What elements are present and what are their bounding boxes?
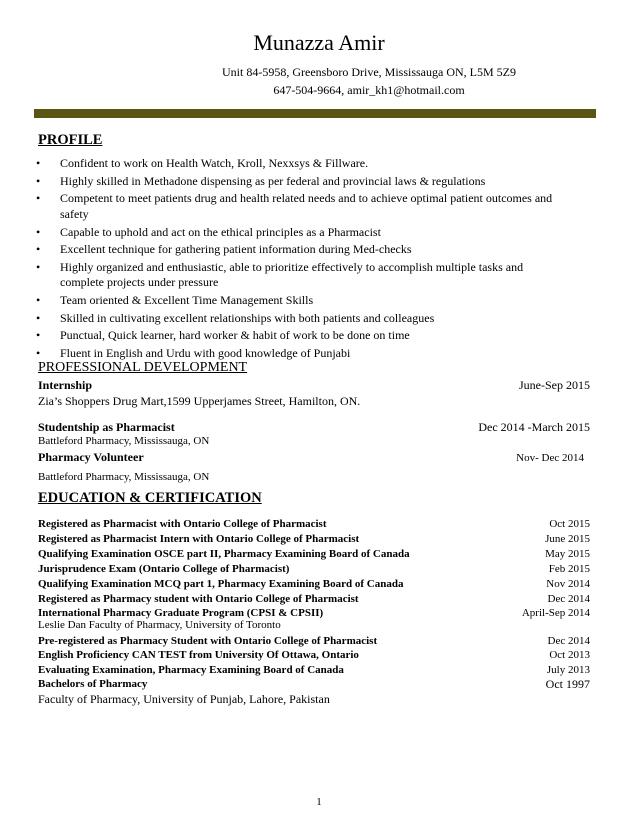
education-row: Registered as Pharmacist with Ontario College of Pharmacist [38,518,327,530]
education-row: Registered as Pharmacy student with Ontario College of Pharmacist [38,593,359,605]
education-date: Dec 2014 [547,635,590,647]
volunteer-place: Battleford Pharmacy, Mississauga, ON [38,471,210,483]
bachelors-place: Faculty of Pharmacy, University of Punjab, Lahore, Pakistan [38,692,330,706]
education-date: June 2015 [545,533,590,545]
list-item: • Team oriented & Excellent Time Management Skills [36,293,596,308]
education-row: Qualifying Examination MCQ part 1, Pharmacy Examining Board of Canada [38,578,404,590]
list-item: • Highly organized and enthusiastic, able to prioritize effectively to accomplish multiple tasks and complete projects under pressure [36,260,570,291]
education-row: Registered as Pharmacist Intern with Ontario College of Pharmacist [38,533,360,545]
education-row: Qualifying Examination OSCE part II, Pharmacy Examining Board of Canada [38,548,410,560]
education-date: Nov 2014 [546,578,590,590]
education-row: Pre-registered as Pharmacy Student with Ontario College of Pharmacist [38,635,378,647]
education-row: Evaluating Examination, Pharmacy Examining Board of Canada [38,664,344,676]
education-date: July 2013 [546,664,590,676]
volunteer-date: Nov- Dec 2014 [516,452,584,464]
list-item: • Capable to uphold and act on the ethical principles as a Pharmacist [36,225,596,240]
education-heading: EDUCATION & CERTIFICATION [38,490,262,506]
education-date: Dec 2014 [547,593,590,605]
toronto-line: Leslie Dan Faculty of Pharmacy, University of Toronto [38,619,281,631]
education-row: Jurisprudence Exam (Ontario College of Pharmacist) [38,563,290,575]
internship-title: Internship [38,378,93,392]
list-item: • Confident to work on Health Watch, Kroll, Nexxsys & Fillware. [36,156,596,171]
list-item: • Skilled in cultivating excellent relationships with both patients and colleagues [36,311,596,326]
list-item: • Competent to meet patients drug and health related needs and to achieve optimal patient outcomes and safety [36,191,570,222]
candidate-name: Munazza Amir [253,30,385,55]
profile-heading: PROFILE [38,132,103,148]
education-date: April-Sep 2014 [521,607,590,619]
header-divider [34,109,596,118]
list-item: • Excellent technique for gathering patient information during Med-checks [36,242,596,257]
bachelors-title: Bachelors of Pharmacy [38,678,148,690]
bachelors-date: Oct 1997 [545,677,590,691]
studentship-place: Battleford Pharmacy, Mississauga, ON [38,435,210,447]
address-line: Unit 84-5958, Greensboro Drive, Mississauga ON, L5M 5Z9 [222,65,516,79]
studentship-date: Dec 2014 -March 2015 [478,420,590,434]
education-row: International Pharmacy Graduate Program (CPSI & CPSII) [38,607,324,619]
volunteer-title: Pharmacy Volunteer [38,450,144,464]
internship-place: Zia’s Shoppers Drug Mart,1599 Upperjames Street, Hamilton, ON. [38,394,361,408]
education-date: May 2015 [545,548,590,560]
phone-email-line: 647-504-9664, amir_kh1@hotmail.com [273,83,465,97]
profile-list [36,156,596,364]
list-item: • Highly skilled in Methadone dispensing as per federal and provincial laws & regulations [36,174,596,189]
development-heading: PROFESSIONAL DEVELOPMENT [38,360,248,375]
internship-date: June-Sep 2015 [519,378,590,392]
list-item: • Punctual, Quick learner, hard worker & habit of work to be done on time [36,328,596,343]
education-date: Oct 2013 [549,649,590,661]
page-number: 1 [316,796,322,808]
studentship-title: Studentship as Pharmacist [38,420,175,434]
list-item: • Fluent in English and Urdu with good knowledge of Punjabi [36,346,596,361]
education-date: Oct 2015 [549,518,590,530]
education-row: English Proficiency CAN TEST from University Of Ottawa, Ontario [38,649,359,661]
education-date: Feb 2015 [548,563,590,575]
